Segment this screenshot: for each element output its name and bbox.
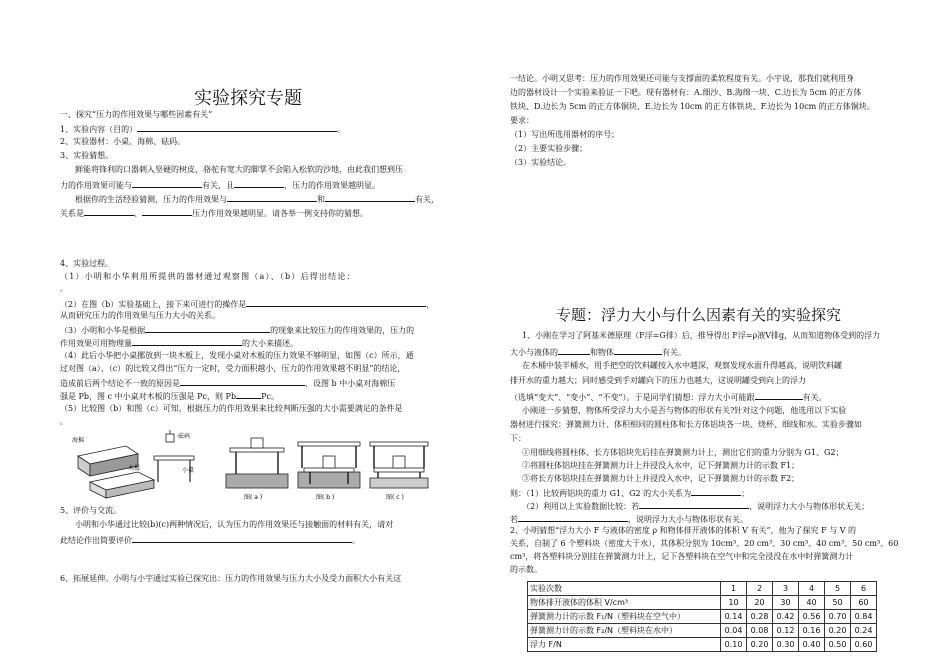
text-line: 在木桶中装半桶水，用手把空的饮料罐按入水中越深，观察发现水面升得越高，说明饮料罐 (522, 361, 842, 370)
text-line: （1）小明和小华利用所提供的器材通过观察图（a）、（b）后得出结论： (60, 272, 356, 281)
text-line: 关系是 、 压力作用效果越明显。请各举一例支持你的猜想。 (60, 209, 368, 218)
results-table (527, 581, 877, 652)
text-line: 过对图（a）、（c）的比较又得出“压力一定时，受力面积越小，压力的作用效果越不明显”的结论， (60, 364, 406, 373)
text-line: 小刚进一步猜想，物体所受浮力大小是否与物体的形状有关?针对这个问题，他选用以下实验 (522, 406, 847, 415)
figure-a-caption: 图( a ) (244, 494, 263, 501)
text-line: 根据你的生活经验猜测，压力的作用效果与 和 有关， (75, 195, 439, 204)
table-row (528, 624, 877, 638)
table-cell: 60 (851, 596, 877, 610)
text-line: 造成前后两个结论不一致的原因是 ，设图 b 中小桌对海棉压 (60, 379, 396, 388)
text-line: 力的作用效果可能与 有关，且 ，压力的作用效果越明显。 (60, 181, 380, 190)
table-cell: 0.30 (773, 638, 799, 652)
table-cell: 40 (799, 596, 825, 610)
section-heading: 一、探究“压力的作用效果与哪些因素有关” (60, 110, 213, 119)
text-line: 。 (60, 284, 68, 293)
table-cell: 浮力 F/N (528, 638, 721, 652)
text-line: 则：（1）比较两铝块的重力 G1、G2 的大小关系为 ； (510, 489, 750, 498)
table-cell: 0.40 (799, 638, 825, 652)
table-header-cell: 实验次数 (528, 582, 721, 596)
wood-board-illustration (90, 472, 154, 498)
table-cell: 30 (773, 596, 799, 610)
text-line: ①用细线将圆柱体、长方体铝块先后挂在弹簧测力计上，测出它们的重力分别为 G1、G2； (522, 448, 844, 457)
text-line: 2、小明猜想“浮力大小 F 与液体的密度 ρ 和物体排开液体的体积 V 有关”，他为了探究 F 与 V 的 (510, 526, 857, 535)
table-cell: 20 (747, 596, 773, 610)
table-cell: 0.70 (825, 610, 851, 624)
label-sponge: 海棉 (72, 437, 85, 444)
text-line: 下： (510, 434, 526, 443)
text-line: 1、小刚在学习了阿基米德原理（F浮=G排）后，推导得出 F浮=ρ液V排g，从而知道物体受到的浮力 (522, 331, 881, 340)
label-wood: 木板 (128, 465, 141, 472)
figure-b (298, 442, 360, 501)
text-line: （3）小明和小华是根据 的现象来比较压力的作用效果的，压力的 (60, 326, 415, 335)
table-cell: 0.56 (799, 610, 825, 624)
table-header-cell: 2 (747, 582, 773, 596)
text-line: 要求： (510, 116, 534, 125)
text-line: 此结论作出简要评价 。 (60, 536, 360, 545)
table-cell: 0.28 (747, 610, 773, 624)
text-line: 5、评价与交流。 (60, 506, 122, 515)
table-cell: 0.50 (825, 638, 851, 652)
figure-b-caption: 图( b ) (316, 494, 335, 501)
table-header-cell: 4 (799, 582, 825, 596)
section-title: 专题：浮力大小与什么因素有关的实验探究 (556, 306, 842, 324)
table-cell: 50 (825, 596, 851, 610)
text-line: 铁块、D.边长为 5cm 的正方体铜块、E.边长为 10cm 的正方体铁块、F.边长为 10cm 的正方体铜块。 (510, 102, 875, 111)
text-line: 4、实验过程。 (60, 259, 114, 268)
text-line: （5）比较图（b）和图（c）可知，根据压力的作用效果来比较判断压强的大小需要满足的条件是 (60, 404, 403, 413)
text-line: 小明和小华通过比较(b)(c)两种情况后，认为压力的作用效果还与接触面的材料有关，请对 (75, 520, 394, 529)
page-title: 实验探究专题 (194, 88, 302, 109)
text-line: ③将长方体铝块挂在弹簧测力计上并浸没入水中，记下弹簧测力计的示数 F2； (522, 474, 800, 483)
table-header-row (528, 582, 877, 596)
label-weight: 砝码 (178, 433, 191, 440)
table-row (528, 596, 877, 610)
text-line: 一结论。小明又思考：压力的作用效果还可能与支撑面的柔软程度有关。小宇说，那我们就利用身 (510, 74, 854, 83)
table-cell: 0.04 (721, 624, 747, 638)
text-line: 6、拓展延伸。小明与小宇通过实验已探究出：压力的作用效果与压力大小及受力面积大小有关这 (60, 574, 402, 583)
text-line: 强是 Pb，图 c 中小桌对木板的压强是 Pc，则 Pb Pc。 (60, 392, 279, 401)
text-line: 边的器材设计一个实验来验证一下吧。现有器材有：A.细沙、B.海绵一块、C.边长为 5cm 的正方体 (510, 88, 862, 97)
text-line: 的示数。 (510, 565, 542, 574)
table-cell: 0.84 (851, 610, 877, 624)
figure-c-caption: 图( c ) (386, 494, 404, 501)
table-cell: 0.42 (773, 610, 799, 624)
table-header-cell: 6 (851, 582, 877, 596)
table-cell: 0.24 (851, 624, 877, 638)
text-line: 鲜能将锋利的口器刺入坚硬的树皮，骆驼有宽大的脚掌不会陷入松软的沙地，由此我们想到压 (75, 165, 403, 174)
table-cell: 弹簧测力计的示数 F₂/N（塑料块在水中） (528, 624, 721, 638)
table-cell: 0.14 (721, 610, 747, 624)
table-cell: 0.16 (799, 624, 825, 638)
text-line: 从而研究压力的作用效果与压力大小的关系。 (60, 311, 220, 320)
text-line: 作用效果可用物理量 的大小来描述。 (60, 339, 298, 348)
table-header-cell: 5 (825, 582, 851, 596)
figure-a (226, 438, 288, 501)
text-line: 大小与液体的 和物体 有关。 (510, 348, 686, 357)
text-line: （1）写出所选用器材的序号； (510, 130, 620, 139)
text-line: 若 ，说明浮力大小与物体形状有关。 (510, 515, 748, 524)
experiment-figure (70, 428, 430, 504)
table-cell: 0.10 (721, 638, 747, 652)
table-row (528, 638, 877, 652)
text-line: 3、实验猜想。 (60, 151, 114, 160)
table-cell: 0.60 (851, 638, 877, 652)
table-cell: 弹簧测力计的示数 F₁/N（塑料块在空气中） (528, 610, 721, 624)
figure-c (370, 442, 428, 501)
text-line: （2）主要实验步骤； (510, 144, 588, 153)
text-line: 1、实验内容（目的） 。 (60, 125, 346, 134)
table-header-cell: 1 (721, 582, 747, 596)
weight-illustration (166, 430, 174, 442)
text-line: （2）利用以上实验数据比较：若 ，说明浮力大小与物体形状无关； (522, 502, 870, 511)
text-line: ②将圆柱体铝块挂在弹簧测力计上并浸没入水中，记下弹簧测力计的示数 F1； (522, 461, 800, 470)
text-line: 器材进行探究：弹簧测力计、体积相同的圆柱体和长方体铝块各一块、烧杯、细线和水。实验步骤如 (510, 420, 862, 429)
text-line: （3）实验结论。 (510, 158, 572, 167)
text-line: 排开水的重力越大；同时感受到手对罐向下的压力也越大，这说明罐受到向上的浮力 (510, 376, 806, 385)
text-line: 。 (60, 417, 68, 426)
table-cell: 0.20 (747, 638, 773, 652)
text-line: cm³，将各塑料块分别挂在弹簧测力计上，记下各塑料块在空气中和完全浸没在水中时弹簧测力计 (510, 552, 854, 561)
table-row (528, 610, 877, 624)
text-line: （4）此后小华把小桌挪放到一块木板上，发现小桌对木板的压力效果不够明显，如图（c）所示，通 (60, 351, 414, 360)
table-cell: 0.08 (747, 624, 773, 638)
text-line: （选填“变大”、“变小”、“不变”）。于是同学们猜想：浮力大小可能跟 有关。 (510, 393, 827, 402)
table-cell: 10 (721, 596, 747, 610)
text-line: 2、实验器材：小桌、海棉、砝码。 (60, 137, 186, 146)
table-cell: 物体排开液体的体积 V/cm³ (528, 596, 721, 610)
text-line: （2）在图（b）实验基础上，接下来可进行的操作是 ， (60, 300, 435, 309)
table-header-cell: 3 (773, 582, 799, 596)
table-cell: 0.20 (825, 624, 851, 638)
text-line: 关系，自制了 6 个塑料块（密度大于水），其体积分别为 10cm³、20 cm³、30 cm³、40 cm³、50 cm³、60 (510, 539, 899, 548)
table-cell: 0.12 (773, 624, 799, 638)
label-table: 小桌 (182, 467, 195, 474)
